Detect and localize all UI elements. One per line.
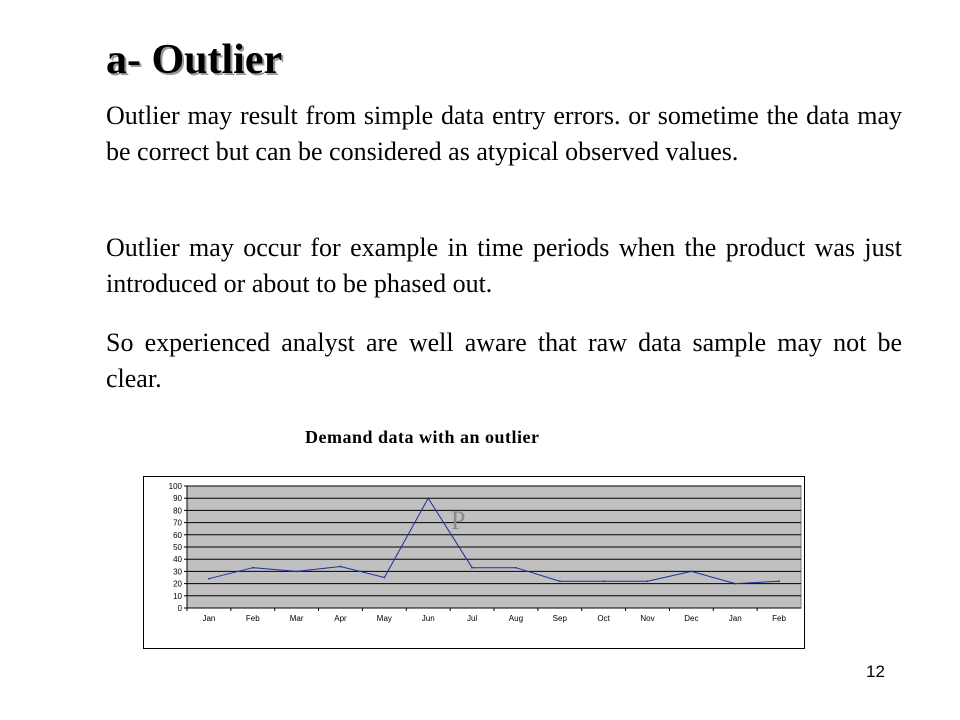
x-tick-label: Aug (508, 614, 524, 623)
x-tick-label: Jun (421, 614, 435, 623)
y-tick-label: 40 (173, 555, 182, 565)
x-tick-label: May (376, 614, 392, 623)
y-tick-label: 60 (173, 530, 182, 540)
x-tick-label: Jan (202, 614, 216, 623)
y-tick-label: 80 (173, 506, 182, 516)
data-point (208, 578, 210, 580)
data-point (778, 580, 780, 582)
data-point (734, 583, 736, 585)
y-tick-label: 0 (177, 604, 182, 613)
y-tick-label: 90 (173, 494, 182, 504)
y-tick-label: 50 (173, 543, 182, 552)
page-number: 12 (866, 662, 885, 681)
data-point (296, 571, 298, 573)
y-tick-label: 10 (173, 591, 182, 601)
chart-frame (143, 476, 805, 649)
data-point (603, 580, 605, 582)
y-tick-label: 100 (168, 482, 182, 491)
paragraph-1: Outlier may result from simple data entry errors. or sometime the data may be correct but can be considered as atypical observed values. (106, 101, 902, 166)
data-point (471, 567, 473, 569)
x-tick-label: Feb (245, 614, 260, 623)
data-point (340, 566, 342, 568)
y-tick-label: 20 (173, 579, 182, 589)
y-tick-label: 30 (173, 567, 182, 577)
paragraph-2: Outlier may occur for example in time periods when the product was just introduced or about to be phased out. (106, 233, 902, 298)
chart-title: Demand data with an outlier (305, 427, 540, 447)
x-tick-label: Jul (466, 614, 478, 623)
data-point (559, 580, 561, 582)
x-tick-label: Mar (289, 614, 304, 623)
data-point (383, 577, 385, 579)
line-chart (144, 477, 806, 650)
x-tick-label: Nov (640, 614, 655, 623)
data-point (647, 580, 649, 582)
x-tick-label: Dec (684, 614, 699, 623)
data-point (252, 567, 254, 569)
x-tick-label: Feb (772, 614, 786, 623)
y-tick-label: 70 (173, 518, 182, 528)
x-tick-label: Jan (728, 614, 742, 623)
data-point (427, 497, 429, 499)
x-tick-label: Apr (334, 614, 347, 623)
x-tick-label: Sep (552, 614, 567, 623)
data-point (690, 571, 692, 573)
data-point (515, 567, 517, 569)
paragraph-3: So experienced analyst are well aware that raw data sample may not be clear. (106, 328, 902, 393)
slide-title: a- Outlier (106, 37, 283, 83)
x-tick-label: Oct (597, 614, 610, 623)
chart-annotation: P (451, 506, 466, 535)
